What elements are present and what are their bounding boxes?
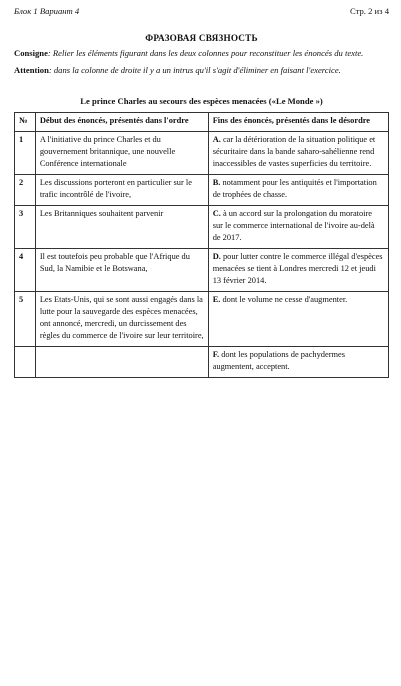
table-caption: Le prince Charles au secours des espèces menacées («Le Monde ») <box>80 96 323 106</box>
row-debut: Les discussions porteront en particulier sur le trafic incontrôlé de l'ivoire, <box>35 175 208 206</box>
row-debut <box>35 347 208 378</box>
row-fin-letter: E. <box>212 295 221 304</box>
consigne-label: Consigne <box>14 48 48 58</box>
table-row <box>15 347 389 378</box>
matching-table <box>14 112 389 378</box>
row-debut: Il est toutefois peu probable que l'Afrique du Sud, la Namibie et le Botswana, <box>35 249 208 292</box>
row-num: 3 <box>15 206 36 249</box>
page-header <box>14 6 389 20</box>
table-row <box>15 249 389 292</box>
row-debut: Les Britanniques souhaitent parvenir <box>35 206 208 249</box>
row-fin-letter: C. <box>212 209 221 218</box>
table-row <box>15 175 389 206</box>
table-row <box>15 206 389 249</box>
row-fin <box>208 249 388 292</box>
row-num: 1 <box>15 132 36 175</box>
consigne-paragraph <box>14 47 389 59</box>
attention-paragraph <box>14 64 389 76</box>
row-num: 5 <box>15 292 36 347</box>
row-fin <box>208 132 388 175</box>
table-header-row <box>15 113 389 132</box>
row-fin <box>208 292 388 347</box>
row-num: 4 <box>15 249 36 292</box>
row-debut: A l'initiative du prince Charles et du gouvernement britannique, une nouvelle Conférence internationale <box>35 132 208 175</box>
header-page-number: Стр. 2 из 4 <box>350 6 389 16</box>
row-num <box>15 347 36 378</box>
header-fin: Fins des énoncés, présentés dans le désordre <box>208 113 388 132</box>
row-fin-letter: A. <box>212 135 221 144</box>
attention-label: Attention <box>14 65 49 75</box>
page-title: ФРАЗОВАЯ СВЯЗНОСТЬ <box>145 33 258 43</box>
row-fin-text: à un accord sur la prolongation du moratoire sur le commerce international de l'ivoire au-delà de 2017. <box>212 209 375 242</box>
row-num: 2 <box>15 175 36 206</box>
row-fin-letter: B. <box>212 178 221 187</box>
row-fin-text: dont les populations de pachydermes augmentent, acceptent. <box>212 350 345 371</box>
attention-text: : dans la colonne de droite il y a un intrus qu'il s'agit d'éliminer en faisant l'exercice. <box>48 65 341 75</box>
header-block-variant: Блок 1 Вариант 4 <box>14 6 80 16</box>
row-fin-text: pour lutter contre le commerce illégal d'espèces menacées se tient à Londres mercredi 12 et jeudi 13 février 2014. <box>212 252 383 285</box>
page <box>14 6 389 378</box>
row-fin-text: notamment pour les antiquités et l'importation de trophées de chasse. <box>212 178 377 199</box>
row-fin <box>208 175 388 206</box>
table-row <box>15 292 389 347</box>
row-fin-text: dont le volume ne cesse d'augmenter. <box>222 295 348 304</box>
header-debut: Début des énoncés, présentés dans l'ordre <box>35 113 208 132</box>
row-fin <box>208 206 388 249</box>
row-fin-text: car la détérioration de la situation politique et sécuritaire dans la bande saharo-sahélienne rend inaccessibles de vastes superficies du territoire. <box>212 135 376 168</box>
header-num: № <box>15 113 36 132</box>
row-fin-letter: D. <box>212 252 221 261</box>
row-debut: Les Etats-Unis, qui se sont aussi engagés dans la lutte pour la sauvegarde des espèces menacées, ont annoncé, mercredi, un durcissement des règles du commerce de l'ivoire sur leur territoire, <box>35 292 208 347</box>
table-row <box>15 132 389 175</box>
row-fin <box>208 347 388 378</box>
consigne-text: : Relier les éléments figurant dans les deux colonnes pour reconstituer les énoncés du texte. <box>47 48 364 58</box>
row-fin-letter: F. <box>212 350 220 359</box>
